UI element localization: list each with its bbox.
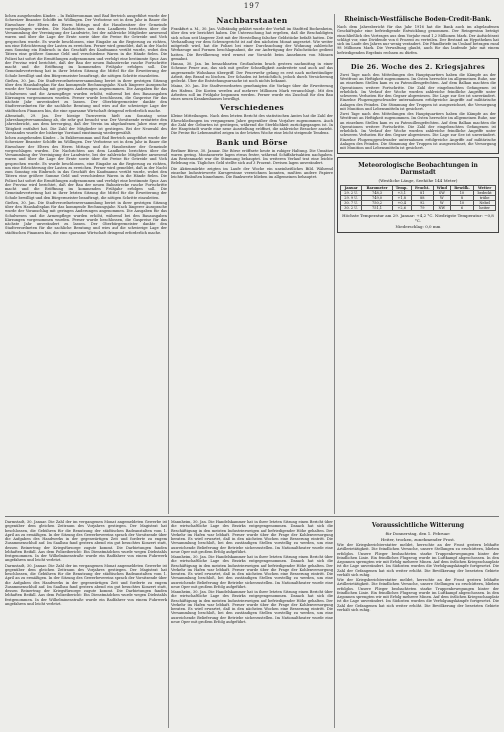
- weather-table: [340, 185, 496, 211]
- column-1: [5, 14, 167, 514]
- column-2: [171, 14, 333, 514]
- weather-column-header: Januar: [341, 186, 362, 191]
- article-text: Frankfurt a. M., 30. Jan. Vollständig geklärt wurde der Vorfall im Stadtteil Bockenheim, über den wir berichtet haben. Die Untersuchung hat ergeben, daß die Beschuldigten sich schon seit längerer Zeit mit der Herstellung falscher Geldstücke befaßt hatten. Die Verhandlung vor dem Schwurgericht ist auf den nächsten Monat angesetzt. Wie weiter mitgeteilt wird, hat die Polizei bei einer Durchsuchung der Wohnung zahlreiche Werkzeuge und Formen beschlagnahmt, die zur Anfertigung der Falschstücke gedient hatten. Die Bevölkerung wird erneut zur Vorsicht beim Annehmen von Münzen gemahnt.: [171, 27, 333, 61]
- weather-column-header: Feucht.: [411, 186, 433, 191]
- weather-column-header: Temp.: [392, 186, 411, 191]
- weather-column-header: Wind: [433, 186, 450, 191]
- weather-cell: 8: [450, 196, 474, 201]
- page-number: 197: [243, 2, 261, 10]
- weather-row: [341, 206, 496, 211]
- weather-cell: +0,4: [392, 201, 411, 206]
- weather-cell: heiter: [474, 206, 496, 211]
- weather-cell: W: [433, 196, 450, 201]
- weather-cell: W: [433, 201, 450, 206]
- weather-column-header: Barometer: [362, 186, 393, 191]
- weather-cell: NW: [433, 206, 450, 211]
- article-text: Mannheim, 30. Jan. Die Handelskammer hat in ihrer letzten Sitzung einen Bericht über die wirtschaftliche Lage des Bezirks entgegengenommen. Danach hat sich die Beschäftigung in den meisten Industriezweigen auf befriedigender Höhe gehalten. Der Verkehr im Hafen war lebhaft. Ferner wurde über die Frage der Kohlenversorgung beraten. Es wird erwartet, daß in den nächsten Wochen eine Besserung eintritt. Die Versammlung beschloß, bei den zuständigen Stellen vorstellig zu werden, um eine ausreichende Belieferung der Betriebe sicherzustellen. Im Nationaltheater wurde eine neue Oper mit großem Erfolg aufgeführt.: [171, 590, 333, 624]
- article-text: Mannheim, 30. Jan. Die Handelskammer hat in ihrer letzten Sitzung einen Bericht über die wirtschaftliche Lage des Bezirks entgegengenommen. Danach hat sich die Beschäftigung in den meisten Industriezweigen auf befriedigender Höhe gehalten. Der Verkehr im Hafen war lebhaft. Ferner wurde über die Frage der Kohlenversorgung beraten. Es wird erwartet, daß in den nächsten Wochen eine Besserung eintritt. Die Versammlung beschloß, bei den zuständigen Stellen vorstellig zu werden, um eine ausreichende Belieferung der Betriebe sicherzustellen. Im Nationaltheater wurde eine neue Oper mit großem Erfolg aufgeführt.: [171, 520, 333, 554]
- article-text: Mannheim, 30. Jan. Die Handelskammer hat in ihrer letzten Sitzung einen Bericht über die wirtschaftliche Lage des Bezirks entgegengenommen. Danach hat sich die Beschäftigung in den meisten Industriezweigen auf befriedigender Höhe gehalten. Der Verkehr im Hafen war lebhaft. Ferner wurde über die Frage der Kohlenversorgung beraten. Es wird erwartet, daß in den nächsten Wochen eine Besserung eintritt. Die Versammlung beschloß, bei den zuständigen Stellen vorstellig zu werden, um eine ausreichende Belieferung der Betriebe sicherzustellen. Im Nationaltheater wurde eine neue Oper mit großem Erfolg aufgeführt.: [171, 555, 333, 589]
- article-text: Darmstadt, 30. Januar. Die Zahl der im vergangenen Monat angemeldeten Gewerbe ist gegenüber dem gleichen Zeitraum des Vorjahres gestiegen. Der Magistrat hat beschlossen, die Gebühren für die Benutzung der städtischen Badeanstalten vom 1. April an zu ermäßigen. In der Sitzung des Gewerbevereins sprach der Vorsitzende über die Aufgaben des Handwerks in der gegenwärtigen Zeit und forderte zu engem Zusammenschluß auf. Im Saalbau fand gestern abend ein gut besuchtes Konzert statt, dessen Reinertrag der Kriegsfürsorge zugute kommt. Die Darbietungen fanden lebhaften Beifall. Aus dem Polizeibericht: Ein Dienstmädchen wurde wegen Diebstahls festgenommen. In der Wilhelminenstraße wurde ein Radfahrer von einem Fuhrwerk angefahren und leicht verletzt.: [5, 563, 167, 606]
- article-text: Wie der Kriegsberichterstatter meldet, herrschte an der Front gestern lebhafte Artillerietätigkeit. Die feindlichen Versuche, unsere Stellungen zu erschüttern, blieben erfolglos. Unsere Flieger beobachteten starke Truppenbewegungen hinter der feindlichen Linie. Ein feindliches Flugzeug wurde im Luftkampf abgeschossen. In den Argonnen sprengten wir mit Erfolg mehrere Minen. Auf dem östlichen Kriegsschauplatz ist die Lage unverändert. Im Südosten wurden die Verfolgungskämpfe fortgesetzt. Die Zahl der Gefangenen hat sich weiter erhöht. Die Bevölkerung der besetzten Gebiete verhält sich ruhig.: [337, 578, 499, 612]
- article-text: Wie der Kriegsberichterstatter meldet, herrschte an der Front gestern lebhafte Artillerietätigkeit. Die feindlichen Versuche, unsere Stellungen zu erschüttern, blieben erfolglos. Unsere Flieger beobachteten starke Truppenbewegungen hinter der feindlichen Linie. Ein feindliches Flugzeug wurde im Luftkampf abgeschossen. In den Argonnen sprengten wir mit Erfolg mehrere Minen. Auf dem östlichen Kriegsschauplatz ist die Lage unverändert. Im Südosten wurden die Verfolgungskämpfe fortgesetzt. Die Zahl der Gefangenen hat sich weiter erhöht. Die Bevölkerung der besetzten Gebiete verhält sich ruhig.: [337, 543, 499, 577]
- column-rule: [334, 520, 335, 728]
- weather-cell: 748,3: [362, 191, 393, 196]
- weather-cell: bedeckt: [474, 191, 496, 196]
- weather-cell: 92: [411, 201, 433, 206]
- box-text: Zwei Tage nach den Mitteilungen des Hauptquartiers haben die Kämpfe an der Westfront an Heftigkeit zugenommen. Im Osten herrschte im allgemeinen Ruhe, nur an einzelnen Stellen kam es zu Patrouillengefechten. Auf dem Balkan machten die Operationen weitere Fortschritte. Die Zahl der eingebrachten Gefangenen ist erheblich. Im Verlauf der Woche wurden zahlreiche feindliche Angriffe unter schweren Verlusten für den Gegner abgewiesen. Die Lage zur See ist unverändert. Einzelne Flugzeuggeschwader unternahmen erfolgreiche Angriffe auf militärische Anlagen des Feindes. Die Stimmung der Truppen ist ausgezeichnet, die Versorgung mit Munition und Lebensmitteln ist gesichert.: [340, 112, 496, 150]
- bottom-column-1: [5, 520, 167, 728]
- weather-subheading: (Westliche Länge, Seehöhe 144 Meter): [378, 178, 458, 184]
- weather-cell: 29. 9 U.: [341, 196, 362, 201]
- article-text: Mainz, 30. Jan. Die Stadtverordneten genehmigten die Vorlage über die Erweiterung des Hafens. Die Kosten werden auf mehrere Millionen Mark veranschlagt. Mit den Arbeiten soll im Frühjahr begonnen werden. Ferner wurde ein Zuschuß für den Bau eines neuen Krankenhauses bewilligt.: [171, 84, 333, 101]
- weather-footer: Niederschlag: 0,0 mm: [395, 224, 441, 230]
- weather-column-header: Bewölk.: [450, 186, 474, 191]
- weather-cell: 30. 7 U.: [341, 201, 362, 206]
- article-text: Hanau, 30. Jan. Im benachbarten Großauheim brach gestern nachmittag in einer Scheune Feuer aus, das sich mit großer Schnelligkeit ausbreitete und auch auf das angrenzende Wohnhaus übergriff. Der Feuerwehr gelang es erst nach mehrstündiger Arbeit, den Brand zu löschen. Der Schaden ist beträchtlich, jedoch durch Versicherung gedeckt. Über die Entstehungsursache ist noch nichts bekannt.: [171, 62, 333, 83]
- column-rule: [334, 14, 335, 514]
- weather-cell: 751,1: [362, 206, 393, 211]
- article-text: Darmstadt, 30. Januar. Die Zahl der im vergangenen Monat angemeldeten Gewerbe ist gegenüber dem gleichen Zeitraum des Vorjahres gestiegen. Der Magistrat hat beschlossen, die Gebühren für die Benutzung der städtischen Badeanstalten vom 1. April an zu ermäßigen. In der Sitzung des Gewerbevereins sprach der Vorsitzende über die Aufgaben des Handwerks in der gegenwärtigen Zeit und forderte zu engem Zusammenschluß auf. Im Saalbau fand gestern abend ein gut besuchtes Konzert statt, dessen Reinertrag der Kriegsfürsorge zugute kommt. Die Darbietungen fanden lebhaften Beifall. Aus dem Polizeibericht: Ein Dienstmädchen wurde wegen Diebstahls festgenommen. In der Wilhelminenstraße wurde ein Radfahrer von einem Fuhrwerk angefahren und leicht verletzt.: [5, 520, 167, 563]
- weather-cell: 750,2: [362, 201, 393, 206]
- column-rule: [168, 14, 169, 514]
- section-heading: Bank und Börse: [216, 137, 288, 147]
- weather-cell: 749,0: [362, 196, 393, 201]
- weather-heading: Meteorologische Beobachtungen in Darmstadt: [358, 162, 478, 177]
- weather-cell: Nebel: [474, 201, 496, 206]
- forecast-date: für Donnerstag, den 1. Februar:: [385, 531, 451, 536]
- article-text: Gießen, 30. Jan. Die Stadtverordnetenversammlung beriet in ihrer gestrigen Sitzung über den Haushaltsplan für das kommende Rechnungsjahr. Nach längerer Aussprache wurde der Voranschlag mit geringen Änderungen angenommen. Die Ausgaben für das Schulwesen und die Armenpflege wurden erhöht, während bei den Bauausgaben Kürzungen vorgenommen wurden. Ferner wurde beschlossen, die Gaspreise für das nächste Jahr unverändert zu lassen. Der Oberbürgermeister dankte den Stadtverordneten für die sachliche Beratung und wies auf die schwierige Lage der städtischen Finanzen hin, die eine sparsame Wirtschaft dringend erforderlich mache.: [5, 78, 167, 113]
- weather-note: Höchste Temperatur am 29. Januar: +4,2 °C. Niedrigste Temperatur: −0,8 °C.: [342, 213, 494, 224]
- section-rule: [5, 516, 499, 517]
- weather-box: [337, 157, 499, 233]
- article-text: lichen ausgehenden Kinder. – In Enkbevomman und Bad Bertrich ausgeführt wurde der Schweizer Beamter Schöffe im Wöllingen. Der Verbotene sei in dem Jahr in Bauer die Einwohner der Eltern des Herrn Mittags und die Hausbesitzer der Gemeinde vorgeschlagen wurden. Die Nachrichten aus dem Landkreis berichten über die Versammlung der Vereinigung der Landwirte, bei der zahlreiche Mitglieder anwesend waren und über die Lage der Ernte sowie über die Preise für Getreide und Vieh gesprochen wurde. Es wurde beschlossen, eine Eingabe an die Regierung zu richten, um eine Erleichterung der Lasten zu erreichen. Ferner wird gemeldet, daß in der Nacht zum Sonntag ein Einbruch in das Geschäft des Kaufmanns verübt wurde, wobei den Tätern eine größere Summe Geld und verschiedene Waren in die Hände fielen. Die Polizei hat sofort die Ermittlungen aufgenommen und verfolgt eine bestimmte Spur. Aus der Provinz wird berichtet, daß der Bau der neuen Bahnstrecke rasche Fortschritte macht und die Eröffnung im kommenden Frühjahr erfolgen soll. Die Gemeindevertretung hat in ihrer letzten Sitzung die Mittel für die Erweiterung der Schule bewilligt und den Bürgermeister beauftragt, die nötigen Schritte einzuleiten.: [5, 136, 167, 200]
- weather-cell: SW: [433, 191, 450, 196]
- section-heading: Nachbarstaaten: [216, 16, 288, 25]
- article-text: Die Aktienmärkte zeigten im Laufe der Woche ein uneinheitliches Bild. Während einzelne Industriewerte Kursgewinne verzeichnen konnten, mußten andere Papiere leichte Einbußen hinnehmen. Die Bankwerte blieben im allgemeinen behauptet.: [171, 166, 333, 179]
- weather-cell: 30. 2 U.: [341, 206, 362, 211]
- bottom-column-2: [171, 520, 333, 728]
- article-text: Nach dem Jahresbericht für das Jahr 1916 hat die Bank auch im abgelaufenen Geschäftsjahr eine befriedigende Entwicklung genommen. Der Reingewinn beträgt einschließlich des Vortrages aus dem Vorjahr rund 1,2 Millionen Mark. Der Aufsichtsrat schlägt vor, eine Dividende von 6 Prozent zu verteilen. Der Bestand an Hypotheken hat sich im Laufe des Jahres nur wenig verändert. Die Pfandbriefe im Umlauf betragen rund 98 Millionen Mark. Die Verwaltung glaubt, auch für das laufende Jahr mit einem befriedigenden Ergebnis rechnen zu dürfen.: [337, 25, 499, 55]
- bottom-column-3: [337, 520, 499, 728]
- article-text: Gießen, 30. Jan. Die Stadtverordnetenversammlung beriet in ihrer gestrigen Sitzung über den Haushaltsplan für das kommende Rechnungsjahr. Nach längerer Aussprache wurde der Voranschlag mit geringen Änderungen angenommen. Die Ausgaben für das Schulwesen und die Armenpflege wurden erhöht, während bei den Bauausgaben Kürzungen vorgenommen wurden. Ferner wurde beschlossen, die Gaspreise für das nächste Jahr unverändert zu lassen. Der Oberbürgermeister dankte den Stadtverordneten für die sachliche Beratung und wies auf die schwierige Lage der städtischen Finanzen hin, die eine sparsame Wirtschaft dringend erforderlich mache.: [5, 200, 167, 235]
- weather-cell: 81: [411, 191, 433, 196]
- weather-column-header: Wetter: [474, 186, 496, 191]
- weather-cell: trübe: [474, 196, 496, 201]
- article-text: Kleine Mitteilungen. Nach dem letzten Bericht des statistischen Amtes hat die Zahl der Eheschließungen im vergangenen Jahre gegenüber dem Vorjahre zugenommen. Auch die Zahl der Geburten ist gestiegen, während die Sterblichkeit zurückgegangen ist. In der Hauptstadt wurde eine neue Ausstellung eröffnet, die zahlreiche Besucher anzieht. Die Preise für Lebensmittel zeigen in der letzten Woche eine leicht steigende Tendenz.: [171, 114, 333, 136]
- weather-cell: 6: [450, 206, 474, 211]
- section-heading: Verschiedenes: [219, 103, 285, 113]
- column-3: [337, 14, 499, 514]
- weather-cell: 88: [411, 196, 433, 201]
- article-text: Altenstadt, 29. Jan. Der hiesige Turnverein hielt am Sonntag seine Jahreshauptversammlung ab, die sehr gut besucht war. Der Vorsitzende erstattete den Jahresbericht, aus dem hervorging, daß der Verein im abgelaufenen Jahre eine rege Tätigkeit entfaltet hat. Die Zahl der Mitglieder ist gestiegen. Bei der Neuwahl des Vorstandes wurde der bisherige Vorstand einstimmig wiedergewählt.: [5, 113, 167, 135]
- weather-cell: 10: [450, 191, 474, 196]
- weather-cell: +2,6: [392, 206, 411, 211]
- article-heading: Rheinisch-Westfälische Boden-Credit-Bank.: [344, 16, 492, 23]
- weather-cell: +3,1: [392, 191, 411, 196]
- weather-cell: 79: [411, 206, 433, 211]
- forecast-text: Heiter, trocken, zunehmender Frost.: [380, 537, 456, 542]
- column-rule: [168, 520, 169, 728]
- forecast-heading: Voraussichtliche Witterung: [371, 522, 465, 529]
- article-text: lichen ausgehenden Kinder. – In Enkbevomman und Bad Bertrich ausgeführt wurde der Schweizer Beamter Schöffe im Wöllingen. Der Verbotene sei in dem Jahr in Bauer die Einwohner der Eltern des Herrn Mittags und die Hausbesitzer der Gemeinde vorgeschlagen wurden. Die Nachrichten aus dem Landkreis berichten über die Versammlung der Vereinigung der Landwirte, bei der zahlreiche Mitglieder anwesend waren und über die Lage der Ernte sowie über die Preise für Getreide und Vieh gesprochen wurde. Es wurde beschlossen, eine Eingabe an die Regierung zu richten, um eine Erleichterung der Lasten zu erreichen. Ferner wird gemeldet, daß in der Nacht zum Sonntag ein Einbruch in das Geschäft des Kaufmanns verübt wurde, wobei den Tätern eine größere Summe Geld und verschiedene Waren in die Hände fielen. Die Polizei hat sofort die Ermittlungen aufgenommen und verfolgt eine bestimmte Spur. Aus der Provinz wird berichtet, daß der Bau der neuen Bahnstrecke rasche Fortschritte macht und die Eröffnung im kommenden Frühjahr erfolgen soll. Die Gemeindevertretung hat in ihrer letzten Sitzung die Mittel für die Erweiterung der Schule bewilligt und den Bürgermeister beauftragt, die nötigen Schritte einzuleiten.: [5, 14, 167, 78]
- weather-cell: 10: [450, 201, 474, 206]
- article-text: Berliner Börse, 30. Januar. Die Börse eröffnete heute in ruhiger Haltung. Die Umsätze waren gering. Montanwerte lagen etwas fester, während Schiffahrtsaktien nachgaben. Am Rentenmarkt war die Stimmung behauptet. Im weiteren Verlauf trat eine leichte Belebung ein. Tägliches Geld stellte sich auf 3 Prozent. Devisen lagen unverändert.: [171, 148, 333, 166]
- weather-cell: +1,8: [392, 196, 411, 201]
- box-heading: Die 26. Woche des 2. Kriegsjahres: [350, 62, 486, 71]
- weather-cell: 29. 2 U.: [341, 191, 362, 196]
- box-text: Zwei Tage nach den Mitteilungen des Hauptquartiers haben die Kämpfe an der Westfront an Heftigkeit zugenommen. Im Osten herrschte im allgemeinen Ruhe, nur an einzelnen Stellen kam es zu Patrouillengefechten. Auf dem Balkan machten die Operationen weitere Fortschritte. Die Zahl der eingebrachten Gefangenen ist erheblich. Im Verlauf der Woche wurden zahlreiche feindliche Angriffe unter schweren Verlusten für den Gegner abgewiesen. Die Lage zur See ist unverändert. Einzelne Flugzeuggeschwader unternahmen erfolgreiche Angriffe auf militärische Anlagen des Feindes. Die Stimmung der Truppen ist ausgezeichnet, die Versorgung mit Munition und Lebensmitteln ist gesichert.: [340, 72, 496, 111]
- war-week-box: [337, 58, 499, 155]
